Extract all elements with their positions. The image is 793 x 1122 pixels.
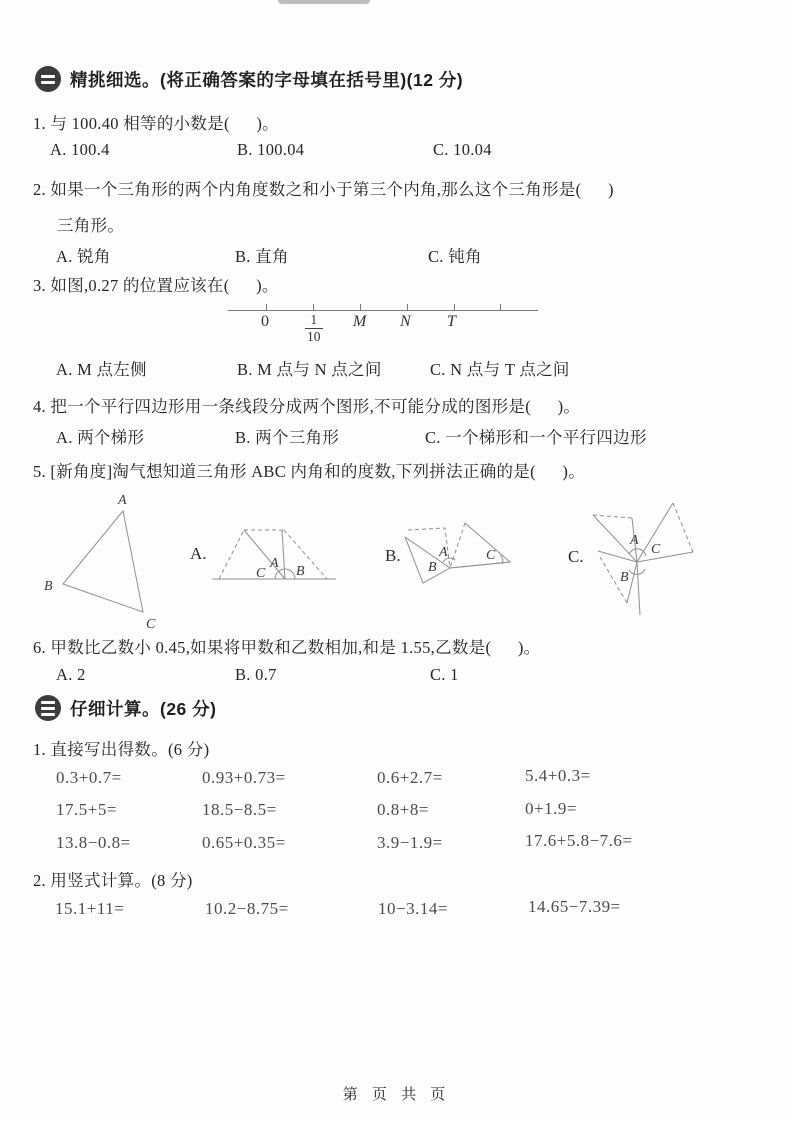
q4-options bbox=[56, 424, 647, 448]
q2-stem-line2: 三角形。 bbox=[57, 216, 125, 235]
tick-m bbox=[360, 304, 361, 311]
icon-bar bbox=[41, 81, 55, 84]
calc-part1-label: 1. 直接写出得数。(6 分) bbox=[33, 740, 210, 759]
icon-bar bbox=[41, 701, 55, 704]
label-t: T bbox=[447, 313, 456, 330]
calc-cell: 13.8−0.8= bbox=[56, 833, 131, 852]
q5-option-b-letter: B. bbox=[385, 546, 401, 565]
angle-a-label: A bbox=[630, 533, 639, 548]
q2-option-a: A. 锐角 bbox=[56, 247, 111, 266]
section-three-header bbox=[35, 695, 216, 721]
calc-cell: 10−3.14= bbox=[378, 899, 448, 918]
q4-stem: 4. 把一个平行四边形用一条线段分成两个图形,不可能分成的图形是( )。 bbox=[33, 397, 581, 416]
q1-option-c: C. 10.04 bbox=[433, 140, 492, 159]
calc-cell: 18.5−8.5= bbox=[202, 800, 277, 819]
q6-stem: 6. 甲数比乙数小 0.45,如果将甲数和乙数相加,和是 1.55,乙数是( )。 bbox=[33, 638, 541, 657]
q3-stem: 3. 如图,0.27 的位置应该在( )。 bbox=[33, 276, 279, 295]
q1-option-b: B. 100.04 bbox=[237, 140, 305, 159]
fraction-numerator: 1 bbox=[310, 312, 318, 327]
q5-option-a-letter: A. bbox=[190, 544, 207, 563]
calc-cell: 5.4+0.3= bbox=[525, 766, 591, 785]
calc-cell: 0.8+8= bbox=[377, 800, 429, 819]
figure-c-edges bbox=[593, 503, 693, 615]
section-two-header bbox=[35, 66, 463, 92]
q4-option-b: B. 两个三角形 bbox=[235, 428, 340, 447]
q6-option-c: C. 1 bbox=[430, 665, 459, 684]
vertex-b-label: B bbox=[44, 579, 53, 594]
q3-option-b: B. M 点与 N 点之间 bbox=[237, 360, 382, 379]
vertex-c-label: C bbox=[146, 617, 156, 632]
angle-b-label: B bbox=[428, 560, 437, 575]
q2-option-c: C. 钝角 bbox=[428, 247, 482, 266]
icon-bar bbox=[41, 707, 55, 710]
q4-option-a: A. 两个梯形 bbox=[56, 428, 145, 447]
tick-t bbox=[454, 304, 455, 311]
q3-options bbox=[56, 356, 570, 380]
q1-options bbox=[50, 140, 492, 160]
icon-bar bbox=[41, 75, 55, 78]
fraction-denominator: 10 bbox=[307, 328, 321, 344]
calc-cell: 0.6+2.7= bbox=[377, 768, 443, 787]
angle-a-label: A bbox=[270, 556, 279, 571]
calc-cell: 3.9−1.9= bbox=[377, 833, 443, 852]
q6-option-a: A. 2 bbox=[56, 665, 86, 684]
q3-option-c: C. N 点与 T 点之间 bbox=[430, 360, 570, 379]
q3-option-a: A. M 点左侧 bbox=[56, 360, 147, 379]
icon-bar bbox=[41, 713, 55, 716]
triangle-edges bbox=[63, 511, 143, 612]
calc-cell: 0+1.9= bbox=[525, 799, 577, 818]
q6-option-b: B. 0.7 bbox=[235, 665, 277, 684]
calc-cell: 17.6+5.8−7.6= bbox=[525, 831, 633, 850]
label-one-tenth bbox=[305, 312, 323, 344]
section-three-title: 仔细计算。(26 分) bbox=[70, 698, 217, 719]
q5-option-b-figure bbox=[403, 503, 535, 603]
q5-option-c-letter: C. bbox=[568, 547, 584, 566]
q5-option-a-figure bbox=[212, 517, 340, 587]
calc-cell: 14.65−7.39= bbox=[528, 897, 621, 916]
figure-a-edges bbox=[212, 530, 336, 579]
label-zero: 0 bbox=[261, 313, 269, 330]
section-two-icon bbox=[35, 66, 61, 92]
q2-options bbox=[56, 243, 482, 267]
tick-0 bbox=[266, 304, 267, 311]
angle-b-label: B bbox=[296, 564, 305, 579]
triangle-abc-figure bbox=[38, 486, 168, 632]
calc-cell: 10.2−8.75= bbox=[205, 899, 289, 918]
tick-n bbox=[407, 304, 408, 311]
calc-cell: 17.5+5= bbox=[56, 800, 117, 819]
q4-option-c: C. 一个梯形和一个平行四边形 bbox=[425, 428, 647, 447]
label-n: N bbox=[400, 313, 411, 330]
q1-option-a: A. 100.4 bbox=[50, 140, 110, 159]
angle-a-label: A bbox=[439, 545, 448, 560]
angle-c-label: C bbox=[651, 542, 661, 557]
tick-one-tenth bbox=[313, 304, 314, 311]
page-footer: 第 页 共 页 bbox=[342, 1086, 451, 1103]
calc-part2-label: 2. 用竖式计算。(8 分) bbox=[33, 871, 193, 890]
number-line-axis bbox=[228, 310, 538, 311]
angle-c-label: C bbox=[256, 566, 266, 581]
calc-cell: 15.1+11= bbox=[55, 899, 125, 918]
number-line-figure bbox=[228, 296, 538, 354]
q2-stem: 2. 如果一个三角形的两个内角度数之和小于第三个内角,那么这个三角形是( ) bbox=[33, 180, 614, 199]
angle-b-label: B bbox=[620, 570, 629, 585]
q5-stem: 5. [新角度]淘气想知道三角形 ABC 内角和的度数,下列拼法正确的是( )。 bbox=[33, 462, 586, 481]
angle-c-label: C bbox=[486, 548, 496, 563]
section-two-title: 精挑细选。(将正确答案的字母填在括号里)(12 分) bbox=[70, 69, 464, 90]
tick-unlabeled bbox=[500, 304, 501, 311]
q1-stem: 1. 与 100.40 相等的小数是( )。 bbox=[33, 114, 279, 133]
calc-cell: 0.93+0.73= bbox=[202, 768, 286, 787]
label-m: M bbox=[353, 313, 367, 330]
section-three-icon bbox=[35, 695, 61, 721]
q5-option-c-figure bbox=[588, 489, 780, 631]
scan-smudge bbox=[278, 0, 370, 4]
q6-options bbox=[56, 665, 459, 685]
calc-cell: 0.3+0.7= bbox=[56, 768, 122, 787]
q2-option-b: B. 直角 bbox=[235, 247, 289, 266]
vertex-a-label: A bbox=[118, 493, 127, 508]
calc-cell: 0.65+0.35= bbox=[202, 833, 286, 852]
